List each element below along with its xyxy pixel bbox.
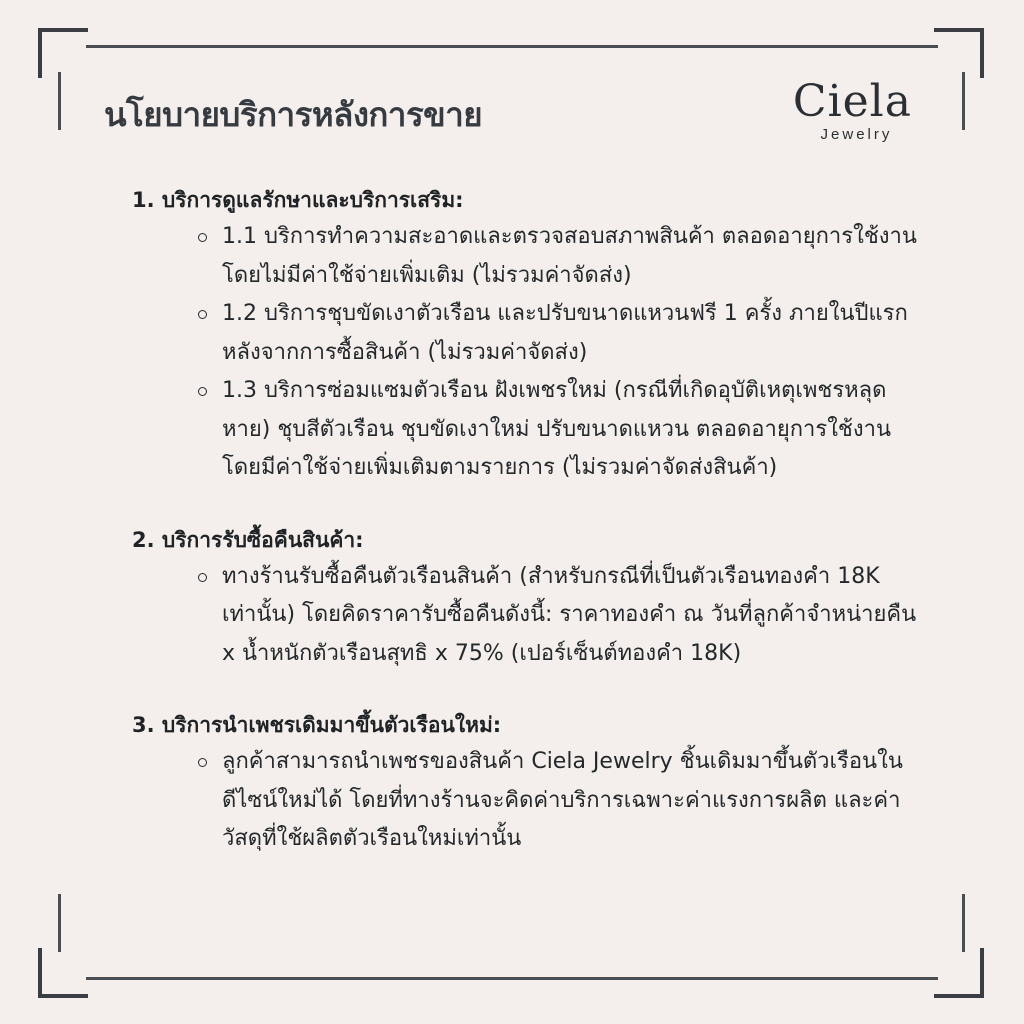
brand-logo: [793, 78, 912, 143]
page-title: นโยบายบริการหลังการขาย: [104, 95, 483, 134]
section-heading: 3. บริการนำเพชรเดิมมาขึ้นตัวเรือนใหม่:: [132, 713, 502, 737]
policy-content: [132, 182, 932, 893]
circle-bullet-icon: [198, 758, 207, 767]
policy-section: [132, 522, 932, 674]
list-item-text: 1.1 บริการทำความสะอาดและตรวจสอบสภาพสินค้า ตลอดอายุการใช้งาน โดยไม่มีค่าใช้จ่ายเพิ่มเติม (ไม่รวมค่าจัดส่ง): [222, 224, 917, 288]
circle-bullet-icon: [198, 573, 207, 582]
policy-section: [132, 707, 932, 859]
circle-bullet-icon: [198, 387, 207, 396]
bullet-list: [132, 558, 932, 674]
circle-bullet-icon: [198, 310, 207, 319]
frame-corner-bottom-right: [934, 948, 984, 998]
list-item: [222, 558, 932, 674]
list-item-text: ทางร้านรับซื้อคืนตัวเรือนสินค้า (สำหรับกรณีที่เป็นตัวเรือนทองคำ 18K เท่านั้น) โดยคิดราคารับซื้อคืนดังนี้: ราคาทองคำ ณ วันที่ลูกค้าจำหน่ายคืน x น้ำหนักตัวเรือนสุทธิ x 75% (เปอร์เซ็นต์ทองคำ 18K): [222, 563, 917, 666]
brand-name: Ciela: [792, 76, 912, 127]
list-item-text: ลูกค้าสามารถนำเพชรของสินค้า Ciela Jewelry ชิ้นเดิมมาขึ้นตัวเรือนในดีไซน์ใหม่ได้ โดยที่ทางร้านจะคิดค่าบริการเฉพาะค่าแรงการผลิต และค่าวัสดุที่ใช้ผลิตตัวเรือนใหม่เท่านั้น: [222, 749, 903, 851]
list-item: [222, 295, 932, 372]
list-item: [222, 372, 932, 488]
list-item-text: 1.3 บริการซ่อมแซมตัวเรือน ฝังเพชรใหม่ (กรณีที่เกิดอุบัติเหตุเพชรหลุดหาย) ชุบสีตัวเรือน ชุบขัดเงาใหม่ ปรับขนาดแหวน ตลอดอายุการใช้งาน โดยมีค่าใช้จ่ายเพิ่มเติมตามรายการ (ไม่รวมค่าจัดส่งสินค้า): [222, 378, 892, 480]
list-item-text: 1.2 บริการชุบขัดเงาตัวเรือน และปรับขนาดแหวนฟรี 1 ครั้ง ภายในปีแรกหลังจากการซื้อสินค้า (ไม่รวมค่าจัดส่ง): [222, 301, 908, 365]
frame-line-bottom: [86, 977, 938, 980]
frame-line-top: [86, 45, 938, 48]
bullet-list: [132, 743, 932, 859]
frame-corner-bottom-left: [38, 948, 88, 998]
bullet-list: [132, 218, 932, 488]
frame-line-right-top: [962, 72, 965, 130]
section-heading: 2. บริการรับซื้อคืนสินค้า:: [132, 527, 364, 552]
circle-bullet-icon: [198, 233, 207, 242]
frame-line-right-bottom: [962, 894, 965, 952]
brand-subtitle: Jewelry: [820, 126, 893, 143]
list-item: [222, 743, 932, 859]
frame-corner-top-right: [934, 28, 984, 78]
list-item: [222, 218, 932, 295]
frame-corner-top-left: [38, 28, 88, 78]
frame-line-left-bottom: [58, 894, 61, 952]
frame-line-left-top: [58, 72, 61, 130]
section-heading: 1. บริการดูแลรักษาและบริการเสริม:: [132, 188, 464, 212]
policy-section: [132, 182, 932, 488]
